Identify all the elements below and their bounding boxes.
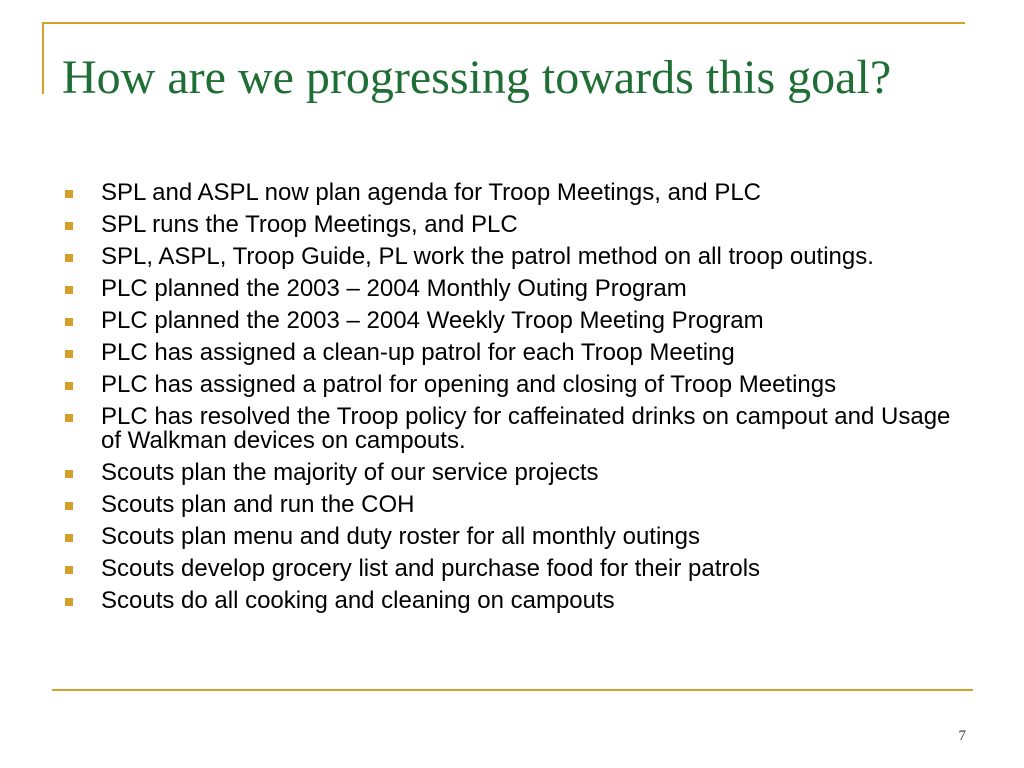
bullet-text: Scouts plan the majority of our service projects: [101, 459, 599, 486]
bullet-list: [65, 181, 965, 621]
bullet-item: [65, 213, 965, 237]
bullet-item: [65, 525, 965, 549]
bullet-text: PLC has assigned a patrol for opening and closing of Troop Meetings: [101, 371, 837, 398]
square-bullet-icon: [65, 502, 73, 510]
slide-bottom-rule: [52, 689, 973, 691]
bullet-text: PLC has assigned a clean-up patrol for each Troop Meeting: [101, 339, 735, 366]
bullet-item: [65, 405, 965, 453]
bullet-text: SPL, ASPL, Troop Guide, PL work the patrol method on all troop outings.: [101, 243, 874, 270]
slide-frame-vertical-line: [42, 22, 44, 94]
square-bullet-icon: [65, 254, 73, 262]
slide-title: How are we progressing towards this goal?: [62, 51, 892, 104]
bullet-item: [65, 589, 965, 613]
bullet-text: PLC planned the 2003 – 2004 Monthly Outing Program: [101, 275, 687, 302]
bullet-text: PLC planned the 2003 – 2004 Weekly Troop Meeting Program: [101, 307, 764, 334]
bullet-item: [65, 245, 965, 269]
bullet-item: [65, 373, 965, 397]
square-bullet-icon: [65, 414, 73, 422]
bullet-item: [65, 309, 965, 333]
bullet-item: [65, 181, 965, 205]
bullet-item: [65, 277, 965, 301]
bullet-item: [65, 461, 965, 485]
square-bullet-icon: [65, 382, 73, 390]
page-number: 7: [958, 728, 966, 744]
bullet-item: [65, 493, 965, 517]
square-bullet-icon: [65, 190, 73, 198]
square-bullet-icon: [65, 534, 73, 542]
square-bullet-icon: [65, 350, 73, 358]
square-bullet-icon: [65, 470, 73, 478]
slide-frame-top-line: [42, 22, 965, 24]
bullet-item: [65, 341, 965, 365]
bullet-text: SPL runs the Troop Meetings, and PLC: [101, 211, 518, 238]
bullet-text: Scouts plan and run the COH: [101, 491, 415, 518]
bullet-text: Scouts develop grocery list and purchase food for their patrols: [101, 555, 761, 582]
square-bullet-icon: [65, 286, 73, 294]
square-bullet-icon: [65, 566, 73, 574]
bullet-text: Scouts do all cooking and cleaning on campouts: [101, 587, 615, 614]
square-bullet-icon: [65, 598, 73, 606]
square-bullet-icon: [65, 222, 73, 230]
bullet-text: SPL and ASPL now plan agenda for Troop Meetings, and PLC: [101, 179, 761, 206]
bullet-item: [65, 557, 965, 581]
bullet-text: PLC has resolved the Troop policy for caffeinated drinks on campout and Usage of Walkman devices on campouts.: [101, 403, 951, 454]
square-bullet-icon: [65, 318, 73, 326]
bullet-text: Scouts plan menu and duty roster for all monthly outings: [101, 523, 700, 550]
